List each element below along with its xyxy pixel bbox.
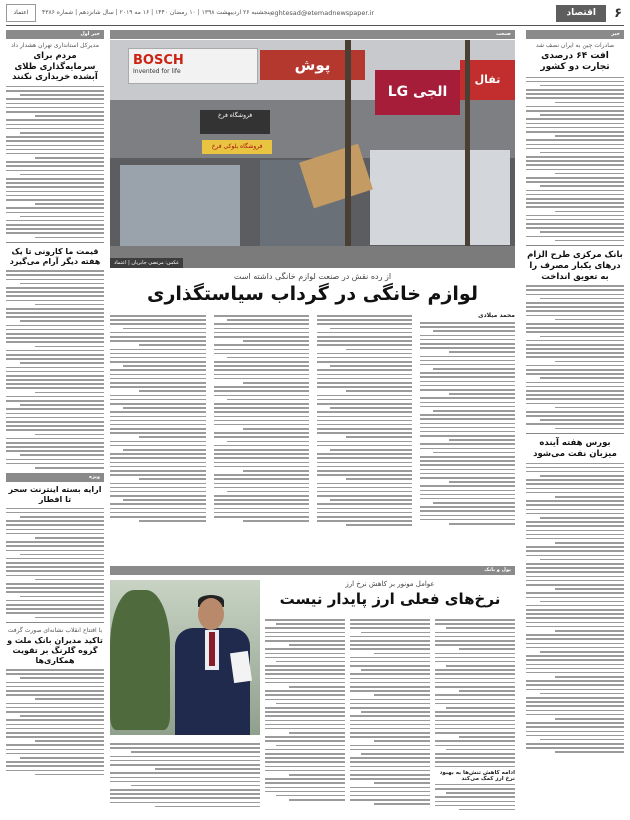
tree-trunk — [465, 40, 470, 268]
right-title-2: بانک مرکزی طرح الزام درهای یکبار مصرف را به تعویق انداخت — [527, 250, 623, 282]
byline: محمد میلادی — [478, 312, 515, 319]
left-column — [6, 30, 104, 810]
lower-headline: نرخ‌های فعلی ارز پایدار نیست — [279, 590, 501, 608]
right-kicker: صادرات چین به ایران نصف شد — [535, 42, 615, 49]
lower-subhead: ادامه کاهش تنش‌ها به بهبود نرخ ارز کمک می‌کند — [439, 769, 515, 782]
page-header — [6, 4, 624, 24]
left-body-4 — [6, 669, 104, 775]
left-tag-2: ویژه — [6, 473, 104, 482]
right-title-1: افت ۶۴ درصدی تجارت دو کشور — [540, 51, 610, 73]
main-body — [110, 312, 515, 562]
right-body-2 — [526, 285, 624, 429]
official-photo — [110, 580, 260, 735]
lower-story-heading — [265, 580, 515, 608]
left-body-2 — [6, 270, 104, 468]
header-rule — [6, 25, 624, 26]
right-body-1 — [526, 77, 624, 242]
right-title-3: بورس هفته آینده میزبان نفت می‌شود — [533, 438, 617, 459]
lower-kicker: عوامل مونور بر کاهش نرخ ارز — [345, 580, 435, 588]
lg-sign: LG الجی — [375, 70, 460, 115]
date-line: پنجشنبه ۲۶ اردیبهشت ۱۳۹۸ | ۱۰ رمضان ۱۴۴۰ | ۱۶ مه ۲۰۱۹ | سال شانزدهم | شماره ۴۳۸۶ — [42, 9, 271, 16]
left-title-4: تاکید مدیران بانک ملت و گروه گلرنگ بر تقویت همکاری‌ها — [7, 636, 103, 666]
left-title-1: مردم برای سرمایه‌گذاری طلای آبشده خریداری نکنند — [12, 51, 98, 83]
left-body-1 — [6, 86, 104, 238]
right-column — [526, 30, 624, 810]
under-photo-text — [110, 740, 260, 812]
section-label: اقتصاد — [556, 5, 606, 22]
newspaper-logo: اعتماد — [6, 4, 36, 22]
page-number: ۶ — [614, 6, 622, 21]
storefront-photo — [110, 40, 515, 268]
left-title-3: ارایه بسته اینترنت سحر تا افطار — [8, 484, 102, 504]
main-story-heading — [110, 272, 515, 305]
email-address[interactable]: eghtesad@etemadnewspaper.ir — [270, 9, 374, 17]
left-kicker-1: مدیرکل استانداری تهران هشدار داد — [11, 42, 99, 49]
center-tag: صنعت — [110, 30, 515, 39]
yellow-sign: فروشگاه بلوکی فرخ — [202, 140, 272, 154]
bosch-sign: BOSCH Invented for life — [128, 48, 258, 84]
lower-body — [265, 616, 515, 812]
main-headline: لوازم خانگی در گرداب سیاستگذاری — [147, 283, 478, 305]
tree-trunk — [345, 40, 351, 268]
left-title-2: قیمت ما کارونی تا یک هفته دیگر آرام می‌گیرد — [9, 247, 101, 267]
left-body-3 — [6, 508, 104, 618]
poush-sign: پوش — [260, 50, 365, 80]
tefal-sign: تفال — [460, 60, 515, 100]
photo-caption: عکس: مرتضی جابریان | اعتماد — [110, 258, 183, 268]
right-tag: خبر — [526, 30, 624, 39]
store-sign: فروشگاه فرخ — [200, 110, 270, 134]
left-kicker-4: با افتتاح انقلاب نشانه‌ای صورت گرفت — [7, 627, 103, 635]
lower-tag: پول و بانک — [110, 566, 515, 575]
right-body-3 — [526, 463, 624, 754]
main-kicker: از رده نقش در صنعت لوازم خانگی داشته است — [233, 272, 392, 281]
left-tag-1: خبر اول — [6, 30, 104, 39]
